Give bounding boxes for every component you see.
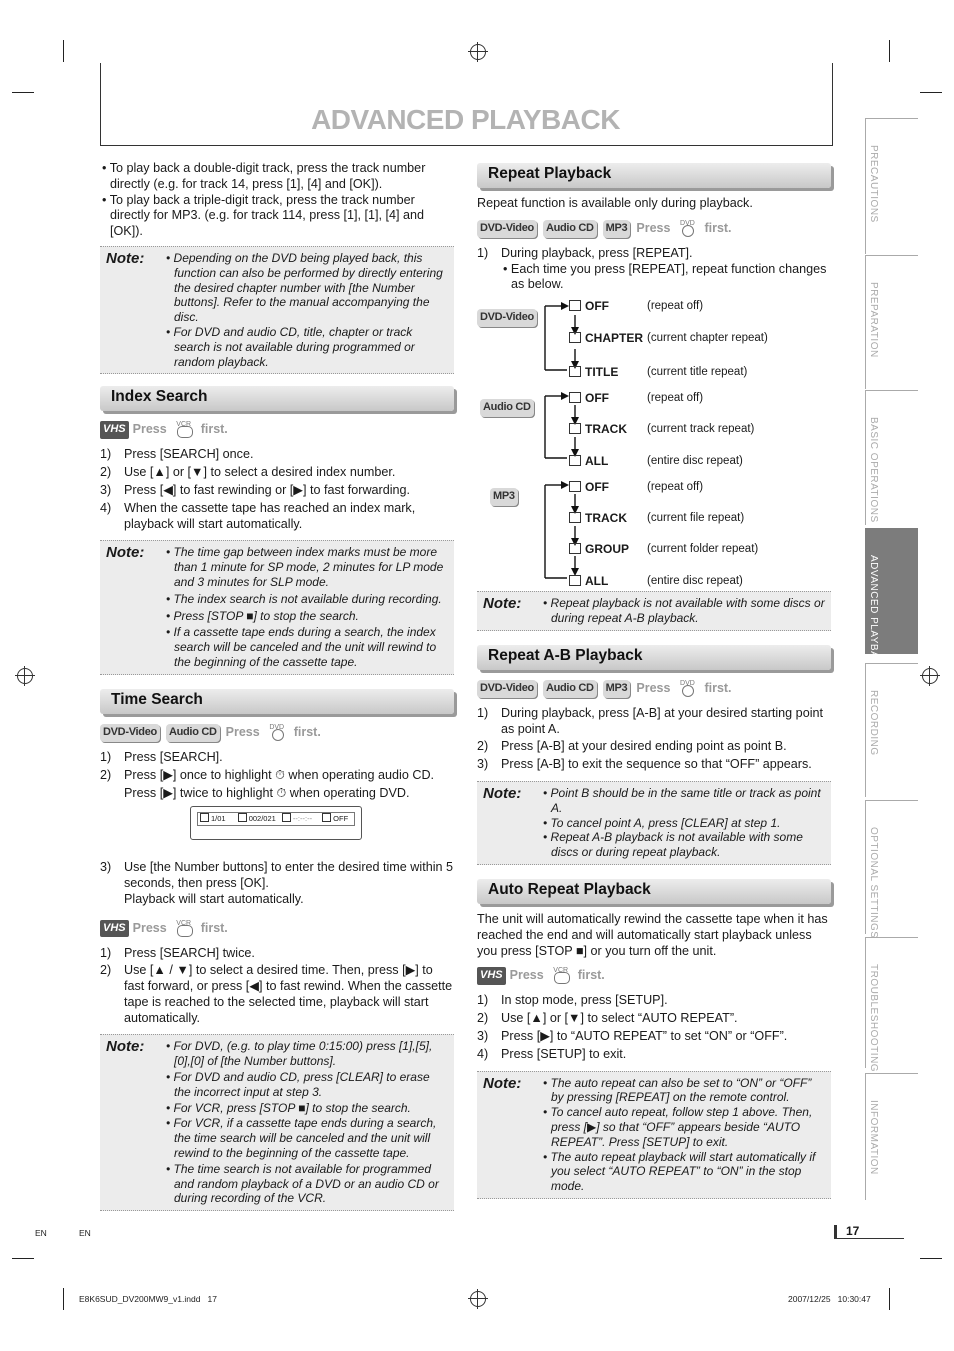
osd-container: [100, 802, 454, 860]
repeat-option: OFF: [569, 391, 609, 407]
tab-precautions[interactable]: PRECAUTIONS: [865, 118, 918, 254]
list-item: • Each time you press [REPEAT], repeat function changes as below.: [503, 261, 827, 292]
page-title: ADVANCED PLAYBACK: [311, 104, 620, 135]
lang-label: EN: [35, 1228, 47, 1238]
vcr-button-icon: VCR: [548, 968, 574, 984]
section-header-time-search: Time Search: [100, 689, 454, 714]
repeat-option: TITLE: [569, 365, 618, 381]
dvd-video-icon: DVD-Video: [100, 724, 160, 742]
note-label: Note:: [106, 249, 145, 267]
repeat-option: GROUP: [569, 542, 629, 558]
list-item: 1) During playback, press [REPEAT].: [477, 245, 693, 260]
repeat-intro: Repeat function is available only during playback.: [477, 196, 753, 210]
mp3-icon: MP3: [490, 488, 518, 506]
repeat-mode-diagram: [477, 293, 831, 593]
vhs-icon: VHS: [100, 421, 129, 439]
index-steps: [100, 447, 454, 532]
note-box: Note: • Depending on the DVD being played back, this function can also be performed by directly entering the desired chapter number with [the Number buttons]. Refer to the manual accompanying the disc. • For DVD and audio CD, title, chapter or track search is not available during programmed or random playback.: [100, 246, 454, 374]
audio-cd-icon: Audio CD: [166, 724, 220, 742]
crop-mark: [920, 92, 942, 93]
repeat-option: OFF: [569, 480, 609, 496]
note-box: Note: • For DVD, (e.g. to play time 0:15:00) press [1],[5],[0],[0] of [the Number buttons]. • For DVD and audio CD, press [CLEAR] to erase the incorrect input at step 3. • For VCR, press [STOP ■] to stop the search. • For VCR, if a cassette tape ends during a search, the time search will be canceled and the unit will rewind to the beginning of the cassette tape. • The time search is not available for programmed and random playback of a DVD or an audio CD or during recording of the VCR.: [100, 1034, 454, 1211]
press-vcr-first: VHS Press VCR first.: [477, 965, 831, 987]
note-label: Note:: [106, 1038, 145, 1056]
crop-mark: [12, 1258, 34, 1259]
crop-mark: [920, 1258, 942, 1259]
tab-information[interactable]: INFORMATION: [865, 1073, 918, 1200]
repeat-steps: [477, 246, 831, 293]
repeat-option: TRACK: [569, 422, 627, 438]
repeat-desc: (repeat off): [647, 481, 704, 494]
note-box: Note: • The time gap between index marks must be more than 1 minute for SP mode, 2 minutes for LP mode and 3 minutes for SLP mode. • The index search is not available during recording. • Press [STOP ■] to stop the search. • If a cassette tape ends during a search, the index search will be canceled and the unit will rewind to the beginning of the cassette tape.: [100, 540, 454, 674]
repeat-option: ALL: [569, 454, 608, 470]
list-item: 1) Press [SEARCH] once.: [100, 447, 254, 462]
dvd-button-icon: DVD: [264, 725, 290, 741]
repeat-desc: (repeat off): [647, 300, 704, 313]
audio-cd-icon: Audio CD: [543, 680, 597, 698]
dvd-video-icon: DVD-Video: [477, 680, 537, 698]
note-label: Note:: [483, 1074, 522, 1092]
crop-mark: [889, 40, 890, 62]
vcr-button-icon: VCR: [171, 422, 197, 438]
list-item: 3) Press [▶] to “AUTO REPEAT” to set “ON” or “OFF”.: [477, 1028, 788, 1043]
press-vcr-first: VHS Press VCR first.: [100, 419, 454, 441]
list-item: 4) When the cassette tape has reached an index mark, playback will start automatically.: [100, 500, 416, 531]
note-label: Note:: [483, 784, 522, 802]
repeat-desc: (entire disc repeat): [647, 575, 743, 588]
tab-optional-settings[interactable]: OPTIONAL SETTINGS: [865, 800, 918, 934]
list-item: 2) Use [▲] or [▼] to select “AUTO REPEAT”.: [477, 1011, 738, 1026]
press-vcr-first: VHS Press VCR first.: [100, 918, 454, 940]
auto-steps: [477, 993, 831, 1062]
list-item: 2) Use [▲ / ▼] to select a desired time. Then, press [▶] to fast forward, or press [◀] to fast rewind. When the cassette tape is reached to the selected time, playback will start automatically.: [100, 963, 453, 1025]
tab-advanced-playback[interactable]: ADVANCED PLAYBACK: [865, 528, 918, 654]
time-steps-vcr: [100, 946, 454, 1027]
crop-mark: [12, 92, 34, 93]
registration-mark-icon: [17, 668, 33, 684]
audio-cd-icon: Audio CD: [543, 220, 597, 238]
vhs-icon: VHS: [477, 967, 506, 985]
dvd-video-icon: DVD-Video: [477, 309, 537, 327]
registration-mark-icon: [470, 44, 486, 60]
registration-mark-icon: [922, 668, 938, 684]
dvd-button-icon: DVD: [674, 221, 700, 237]
list-item: 4) Press [SETUP] to exit.: [477, 1046, 627, 1061]
repeat-desc: (current chapter repeat): [647, 332, 768, 345]
list-item: 1) In stop mode, press [SETUP].: [477, 993, 668, 1008]
list-item: 2) Press [▶] once to highlight ⏱ when operating audio CD.: [100, 767, 435, 782]
list-item: 3) Use [the Number buttons] to enter the desired time within 5 seconds, then press [OK]. Playback will start automatically.: [100, 860, 454, 906]
left-column: [100, 161, 454, 1211]
section-header-auto-repeat: Auto Repeat Playback: [477, 879, 831, 904]
press-dvd-first: DVD-Video Audio CD MP3 Press DVD first.: [477, 218, 831, 240]
list-item: 1) Press [SEARCH] twice.: [100, 945, 255, 960]
list-item: 2) Press [A-B] at your desired ending point as point B.: [477, 739, 787, 754]
time-step3: [100, 860, 454, 907]
repeat-option: CHAPTER: [569, 331, 643, 347]
repeat-option: ALL: [569, 574, 608, 590]
crop-mark: [889, 1288, 890, 1310]
repeat-option: TRACK: [569, 511, 627, 527]
repeat-desc: (current folder repeat): [647, 543, 759, 556]
tab-basic-operations[interactable]: BASIC OPERATIONS: [865, 390, 918, 525]
ab-steps: [477, 706, 831, 773]
tab-preparation[interactable]: PREPARATION: [865, 255, 918, 389]
mp3-icon: MP3: [603, 680, 631, 698]
file-name: E8K6SUD_DV200MW9_v1.indd 17: [79, 1294, 217, 1304]
vcr-button-icon: VCR: [171, 921, 197, 937]
right-column: [477, 157, 831, 1199]
intro-bullet: • To play back a triple-digit track, press the track number directly for MP3. (e.g. for track 114, press [1], [1], [4] and [OK]).: [102, 192, 425, 239]
note-box: Note: • Repeat playback is not available with some discs or during repeat A-B playback.: [477, 591, 831, 631]
auto-intro: The unit will automatically rewind the cassette tape when it has reached the end and will automatically start playback unless you press [STOP ■] or you turn off the unit.: [477, 911, 828, 958]
time-steps-disc: [100, 750, 454, 802]
press-dvd-first: DVD-Video Audio CD MP3 Press DVD first.: [477, 678, 831, 700]
note-box: Note: • Point B should be in the same title or track as point A. • To cancel point A, press [CLEAR] at step 1. • Repeat A-B playback is not available with some discs or during repeat playback.: [477, 781, 831, 865]
page-number-bar: [834, 1225, 837, 1239]
tab-troubleshooting[interactable]: TROUBLESHOOTING: [865, 937, 918, 1068]
repeat-desc: (current track repeat): [647, 423, 755, 436]
list-item: Press [▶] twice to highlight ⏱ when operating DVD.: [124, 786, 410, 801]
section-header-repeat-playback: Repeat Playback: [477, 163, 831, 188]
osd-display: 1/01 002/021 --:--:-- OFF: [190, 806, 362, 840]
audio-cd-icon: Audio CD: [480, 399, 534, 417]
repeat-desc: (entire disc repeat): [647, 455, 743, 468]
page-number: 17: [846, 1224, 860, 1238]
print-date: 2007/12/25 10:30:47: [788, 1294, 871, 1304]
vhs-icon: VHS: [100, 920, 129, 938]
list-item: 2) Use [▲] or [▼] to select a desired index number.: [100, 465, 396, 480]
repeat-desc: (current file repeat): [647, 512, 745, 525]
registration-mark-icon: [470, 1291, 486, 1307]
repeat-option: OFF: [569, 299, 609, 315]
note-label: Note:: [106, 544, 145, 562]
list-item: 3) Press [◀] to fast rewinding or [▶] to fast forwarding.: [100, 482, 411, 497]
crop-mark: [63, 1288, 64, 1310]
list-item: 1) During playback, press [A-B] at your desired starting point as point A.: [477, 705, 823, 736]
mp3-icon: MP3: [603, 220, 631, 238]
lang-label: EN: [79, 1228, 91, 1238]
repeat-desc: (current title repeat): [647, 366, 748, 379]
list-item: 1) Press [SEARCH].: [100, 749, 223, 764]
repeat-desc: (repeat off): [647, 392, 704, 405]
dvd-button-icon: DVD: [674, 681, 700, 697]
list-item: 3) Press [A-B] to exit the sequence so that “OFF” appears.: [477, 757, 812, 772]
intro-bullet: • To play back a double-digit track, press the track number directly (e.g. for track 14, press [1], [4] and [OK]).: [102, 161, 426, 191]
section-header-index-search: Index Search: [100, 386, 454, 411]
crop-mark: [63, 40, 64, 62]
tab-recording[interactable]: RECORDING: [865, 663, 918, 797]
note-label: Note:: [483, 595, 522, 613]
dvd-video-icon: DVD-Video: [477, 220, 537, 238]
note-box: Note: • The auto repeat can also be set to “ON” or “OFF” by pressing [REPEAT] on the remote control. • To cancel auto repeat, follow step 1 above. Then, press [▶] so that “OFF” appears beside “AUTO REPEAT”. Press [SETUP] to exit. • The auto repeat playback will start automatically if you select “AUTO REPEAT” to “ON” in the stop mode.: [477, 1071, 831, 1199]
press-dvd-first: DVD-Video Audio CD Press DVD first.: [100, 722, 454, 744]
section-header-repeat-ab: Repeat A-B Playback: [477, 645, 831, 670]
page-number-rule: [834, 1238, 904, 1239]
